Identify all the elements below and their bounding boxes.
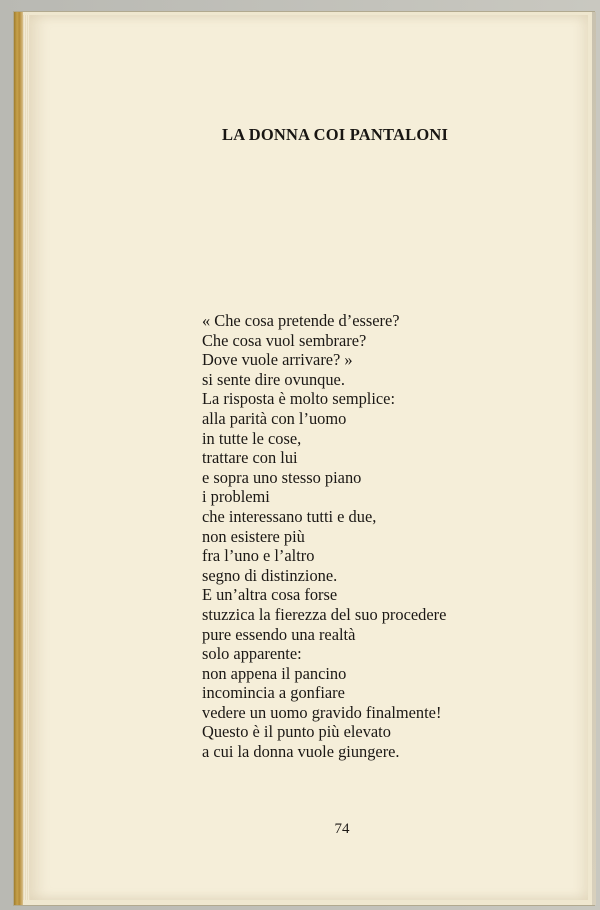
poem-line: Dove vuole arrivare? » xyxy=(202,350,353,370)
poem-line: non esistere più xyxy=(202,526,305,546)
poem-line: Che cosa vuol sembrare? xyxy=(202,330,367,350)
poem-line: Questo è il punto più elevato xyxy=(202,722,391,742)
poem-line: fra l’uno e l’altro xyxy=(202,546,315,566)
poem-line: « Che cosa pretende d’essere? xyxy=(202,311,400,330)
poem-line: E un’altra cosa forse xyxy=(202,585,338,605)
poem-line: non appena il pancino xyxy=(202,663,347,683)
book-page xyxy=(30,15,588,900)
right-page-edge xyxy=(592,12,596,905)
poem-line: trattare con lui xyxy=(202,448,298,468)
poem-line: vedere un uomo gravido finalmente! xyxy=(202,702,442,722)
poem-line: segno di distinzione. xyxy=(202,565,338,585)
poem-line: che interessano tutti e due, xyxy=(202,506,377,526)
poem-line: a cui la donna vuole giungere. xyxy=(202,742,400,762)
gilded-book-edge xyxy=(14,12,23,905)
poem-title: LA DONNA COI PANTALONI xyxy=(222,125,449,145)
poem-line: pure essendo una realtà xyxy=(202,624,356,644)
poem-line: alla parità con l’uomo xyxy=(202,408,347,428)
poem-line: solo apparente: xyxy=(202,644,302,664)
poem-line: stuzzica la fierezza del suo procedere xyxy=(202,604,447,624)
poem-line: La risposta è molto semplice: xyxy=(202,389,395,409)
poem-line: in tutte le cose, xyxy=(202,428,302,448)
poem-line: si sente dire ovunque. xyxy=(202,369,345,389)
poem-line: e sopra uno stesso piano xyxy=(202,467,362,487)
poem-line: incomincia a gonfiare xyxy=(202,683,345,703)
poem-line: i problemi xyxy=(202,487,270,507)
page-number: 74 xyxy=(334,821,350,837)
poem-text xyxy=(202,311,507,762)
